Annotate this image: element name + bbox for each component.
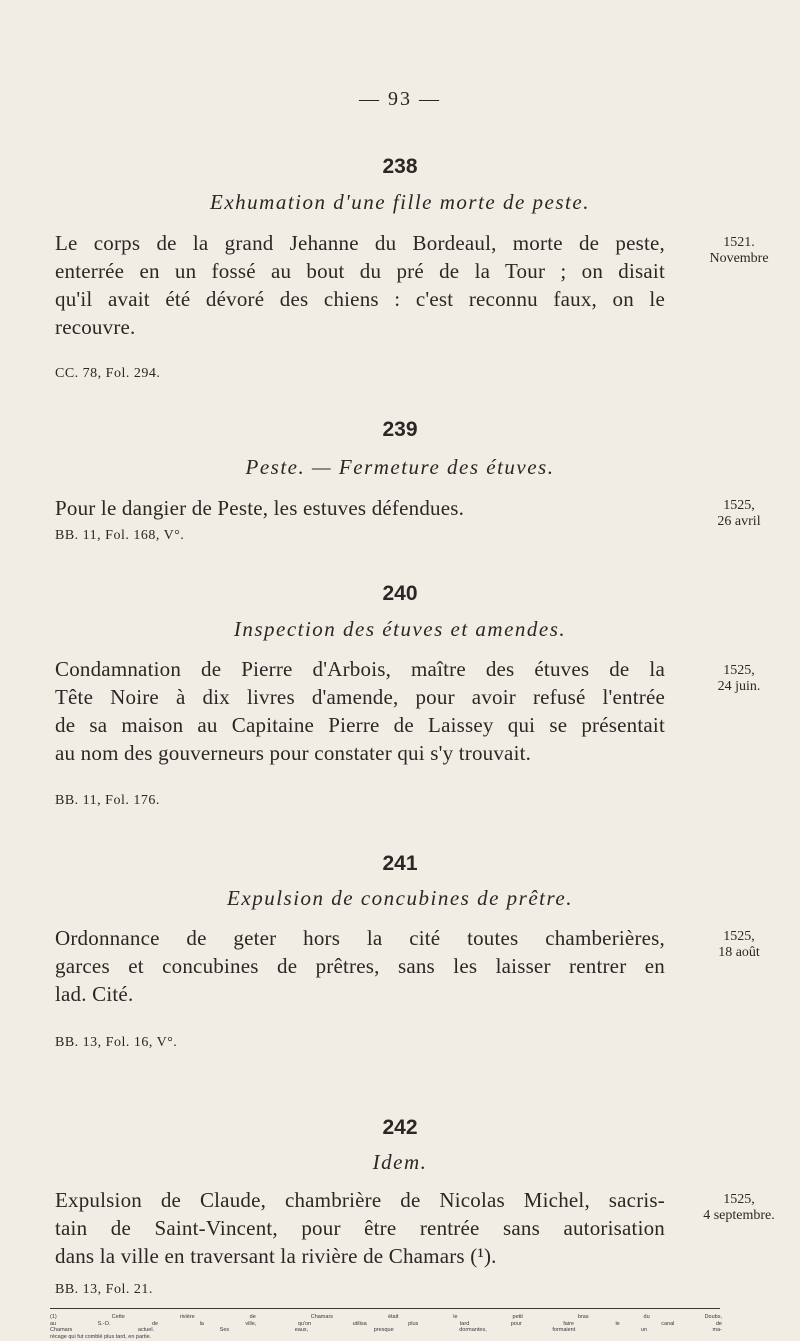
footnote-line: Chamars actuel. Ses eaux, presque dormantes, formaient un ma- — [50, 1327, 722, 1333]
entry-body-line: dans la ville en traversant la rivière de Chamars (¹). — [55, 1244, 497, 1268]
entry-body-line: garces et concubines de prêtres, sans les laisser rentrer en — [55, 954, 665, 978]
entry-date-line: Novembre — [709, 251, 769, 266]
entry-body-line: recouvre. — [55, 315, 136, 339]
entry-body-line: de sa maison au Capitaine Pierre de Laissey qui se présentait — [55, 713, 665, 737]
entry-date — [684, 235, 794, 267]
entry-date-line: 1525, — [723, 1192, 755, 1207]
entry-title: Exhumation d'une fille morte de peste. — [210, 190, 590, 214]
footnote-line: récage qui fut comblé plus tard, en partie. — [50, 1333, 152, 1340]
entry-body-line: enterrée en un fossé au bout du pré de la Tour ; on disait — [55, 259, 665, 283]
entry-body-line: Tête Noire à dix livres d'amende, pour avoir refusé l'entrée — [55, 685, 665, 709]
entry-date-line: 1525, — [723, 663, 755, 678]
entry-body-line: Condamnation de Pierre d'Arbois, maître des étuves de la — [55, 657, 665, 681]
page-number: — 93 — — [359, 88, 441, 110]
entry-date-line: 18 août — [718, 945, 760, 960]
entry-reference: BB. 13, Fol. 21. — [55, 1282, 153, 1297]
entry-date-line: 4 septembre. — [703, 1208, 775, 1223]
entry-body — [55, 924, 665, 1008]
entry-body — [55, 655, 665, 767]
entry-body-line: lad. Cité. — [55, 982, 134, 1006]
entry-number: 242 — [382, 1116, 418, 1139]
entry-date — [684, 929, 794, 961]
footnote-line: au S.-O. de la ville, qu'on utilisa plus tard pour faire le canal de — [50, 1320, 722, 1327]
entry-reference: BB. 13, Fol. 16, V°. — [55, 1035, 178, 1050]
entry-title: Inspection des étuves et amendes. — [233, 617, 567, 641]
entry-date-line: 1525, — [723, 498, 755, 513]
entry-number: 238 — [382, 155, 418, 178]
entry-body-line: Expulsion de Claude, chambrière de Nicolas Michel, sacris- — [55, 1188, 665, 1212]
entry-date — [684, 498, 794, 530]
entry-body — [55, 494, 665, 522]
entry-title: Idem. — [372, 1150, 428, 1174]
entry-date-line: 1521. — [723, 235, 755, 250]
entry-body-line: tain de Saint-Vincent, pour être rentrée sans autorisation — [55, 1216, 665, 1240]
entry-date-line: 24 juin. — [717, 679, 761, 694]
entry-body-line: Ordonnance de geter hors la cité toutes chamberières, — [55, 926, 665, 950]
entry-date-line: 1525, — [723, 929, 755, 944]
footnote-line: (1) Cette rivière de Chamars était le petit bras du Doubs, — [50, 1314, 722, 1320]
entry-date — [684, 663, 794, 695]
entry-body — [55, 229, 665, 341]
entry-reference: BB. 11, Fol. 176. — [55, 793, 160, 808]
entry-body-line: au nom des gouverneurs pour constater qui s'y trouvait. — [55, 741, 532, 765]
entry-body-line: Le corps de la grand Jehanne du Bordeaul, morte de peste, — [55, 231, 665, 255]
entry-number: 241 — [382, 852, 418, 875]
entry-title: Peste. — Fermeture des étuves. — [245, 455, 555, 479]
entry-body-line: Pour le dangier de Peste, les estuves défendues. — [55, 496, 465, 520]
entry-title: Expulsion de concubines de prêtre. — [227, 886, 573, 910]
entry-number: 239 — [382, 418, 418, 441]
entry-reference: BB. 11, Fol. 168, V°. — [55, 528, 185, 543]
entry-number: 240 — [382, 582, 418, 605]
entry-body-line: qu'il avait été dévoré des chiens : c'est reconnu faux, on le — [55, 287, 665, 311]
entry-reference: CC. 78, Fol. 294. — [55, 366, 161, 381]
entry-date-line: 26 avril — [717, 514, 761, 529]
